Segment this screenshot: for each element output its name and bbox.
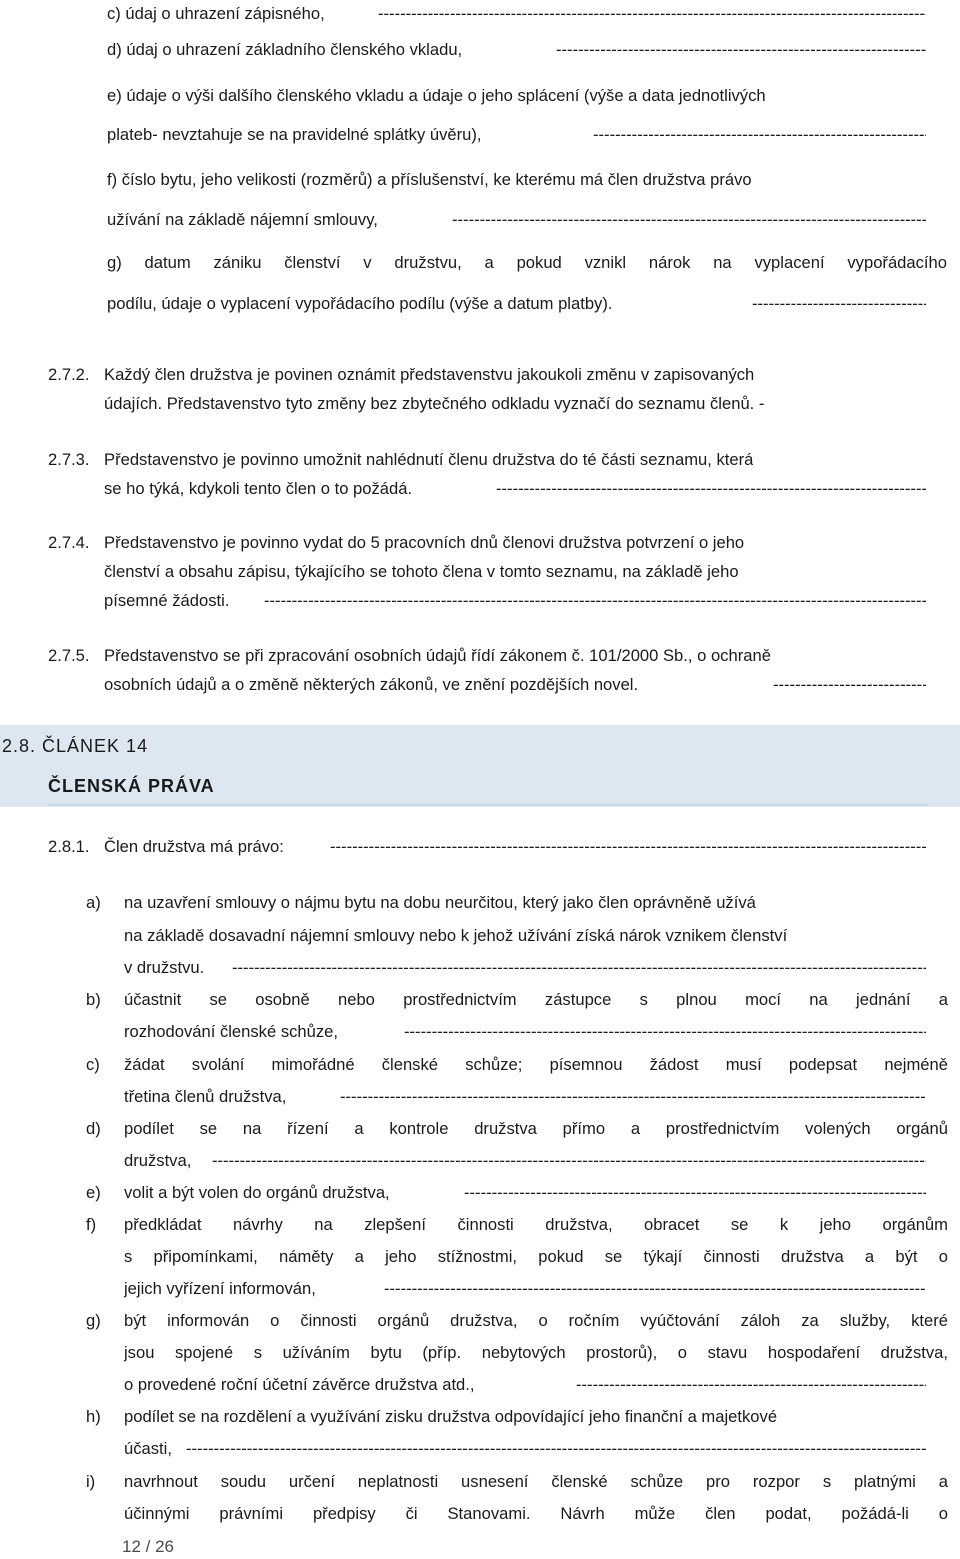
list-item-d: d) údaj o uhrazení základního členského vkladu, xyxy=(107,40,463,59)
dash-filler xyxy=(773,673,926,697)
rights-label-c: c) xyxy=(86,1055,100,1074)
rights-h-line2: účasti, xyxy=(124,1439,172,1458)
rights-label-g: g) xyxy=(86,1311,101,1330)
rights-f-line3: jejich vyřízení informován, xyxy=(124,1279,316,1298)
dash-filler xyxy=(212,1149,926,1173)
dash-filler xyxy=(452,208,926,232)
list-item-g-line2: podílu, údaje o vyplacení vypořádacího podílu (výše a datum platby). xyxy=(107,294,613,313)
section-number-2-7-4: 2.7.4. xyxy=(48,533,90,552)
rights-b-line2: rozhodování členské schůze, xyxy=(124,1022,339,1041)
rights-e-line1: volit a být volen do orgánů družstva, xyxy=(124,1183,390,1202)
rights-f-line1: předkládat návrhy na zlepšení činnosti družstva, obracet se k jeho orgánům xyxy=(124,1215,948,1234)
rights-a-line3: v družstvu. xyxy=(124,958,205,977)
rights-h-line1: podílet se na rozdělení a využívání zisku družstva odpovídající jeho finanční a majetkové xyxy=(124,1407,778,1426)
rights-b-line1: účastnit se osobně nebo prostřednictvím zástupce s plnou mocí na jednání a xyxy=(124,990,948,1009)
rights-a-line1: na uzavření smlouvy o nájmu bytu na dobu neurčitou, který jako člen oprávněně užívá xyxy=(124,893,756,912)
rights-label-a: a) xyxy=(86,893,101,912)
section-2-7-3-line1: Představenstvo je povinno umožnit nahlédnutí členu družstva do té části seznamu, která xyxy=(104,450,754,469)
dash-filler xyxy=(232,956,926,980)
section-number-2-7-2: 2.7.2. xyxy=(48,365,90,384)
section-number-2-7-3: 2.7.3. xyxy=(48,450,90,469)
rights-c-line2: třetina členů družstva, xyxy=(124,1087,287,1106)
rights-label-h: h) xyxy=(86,1407,101,1426)
section-number-2-8-1: 2.8.1. xyxy=(48,837,90,856)
section-2-7-2-line1: Každý člen družstva je povinen oznámit představenstvu jakoukoli změnu v zapisovaných xyxy=(104,365,755,384)
section-2-7-4-line1: Představenstvo je povinno vydat do 5 pracovních dnů členovi družstva potvrzení o jeho xyxy=(104,533,745,552)
dash-filler xyxy=(464,1181,926,1205)
rights-label-f: f) xyxy=(86,1215,97,1234)
dash-filler xyxy=(330,835,926,859)
article-subtitle: ČLENSKÁ PRÁVA xyxy=(48,776,215,796)
article-heading: 2.8. ČLÁNEK 14 xyxy=(2,736,149,756)
list-item-e-line2: plateb- nevztahuje se na pravidelné splátky úvěru), xyxy=(107,125,482,144)
list-item-c: c) údaj o uhrazení zápisného, xyxy=(107,4,325,23)
rights-d-line2: družstva, xyxy=(124,1151,192,1170)
rights-g-line2: jsou spojené s užíváním bytu (příp. nebytových prostorů), o stavu hospodaření družstva, xyxy=(124,1343,948,1362)
rights-i-line1: navrhnout soudu určení neplatnosti usnesení členské schůze pro rozpor s platnými a xyxy=(124,1472,948,1491)
rights-label-d: d) xyxy=(86,1119,101,1138)
list-item-f-line1: f) číslo bytu, jeho velikosti (rozměrů) a příslušenství, ke kterému má člen družstva právo xyxy=(107,170,752,189)
dash-filler xyxy=(752,292,926,316)
dash-filler xyxy=(576,1373,926,1397)
dash-filler xyxy=(264,589,926,613)
rights-d-line1: podílet se na řízení a kontrole družstva přímo a prostřednictvím volených orgánů xyxy=(124,1119,948,1138)
dash-filler xyxy=(384,1277,926,1301)
section-2-7-5-line2: osobních údajů a o změně některých zákonů, ve znění pozdějších novel. xyxy=(104,675,639,694)
subtitle-underline xyxy=(48,804,928,806)
section-2-8-1-text: Člen družstva má právo: xyxy=(104,837,284,856)
dash-filler xyxy=(186,1437,926,1461)
section-2-7-5-line1: Představenstvo se při zpracování osobních údajů řídí zákonem č. 101/2000 Sb., o ochraně xyxy=(104,646,771,665)
section-2-7-4-line3: písemné žádosti. xyxy=(104,591,230,610)
list-item-f-line2: užívání na základě nájemní smlouvy, xyxy=(107,210,378,229)
dash-filler xyxy=(556,38,926,62)
rights-a-line2: na základě dosavadní nájemní smlouvy nebo k jehož užívání získá nárok vznikem členství xyxy=(124,926,788,945)
list-item-e-line1: e) údaje o výši dalšího členského vkladu a údaje o jeho splácení (výše a data jednotlivých xyxy=(107,86,766,105)
dash-filler xyxy=(378,2,926,26)
rights-c-line1: žádat svolání mimořádné členské schůze; písemnou žádost musí podepsat nejméně xyxy=(124,1055,948,1074)
rights-label-b: b) xyxy=(86,990,101,1009)
rights-g-line1: být informován o činnosti orgánů družstva, o ročním vyúčtování záloh za služby, které xyxy=(124,1311,948,1330)
page-number: 12 / 26 xyxy=(122,1537,174,1556)
dash-filler xyxy=(404,1020,926,1044)
rights-f-line2: s připomínkami, náměty a jeho stížnostmi, pokud se týkají činnosti družstva a být o xyxy=(124,1247,948,1266)
section-number-2-7-5: 2.7.5. xyxy=(48,646,90,665)
rights-label-i: i) xyxy=(86,1472,96,1491)
rights-i-line2: účinnými právními předpisy či Stanovami. Návrh může člen podat, požádá-li o xyxy=(124,1504,948,1523)
rights-label-e: e) xyxy=(86,1183,101,1202)
dash-filler xyxy=(496,477,926,501)
section-2-7-4-line2: členství a obsahu zápisu, týkajícího se tohoto člena v tomto seznamu, na základě jeho xyxy=(104,562,739,581)
list-item-g-line1: g) datum zániku členství v družstvu, a pokud vznikl nárok na vyplacení vypořádacího xyxy=(107,253,947,272)
rights-g-line3: o provedené roční účetní závěrce družstva atd., xyxy=(124,1375,475,1394)
section-2-7-2-line2: údajích. Představenstvo tyto změny bez zbytečného odkladu vyznačí do seznamu členů. - xyxy=(104,394,765,413)
dash-filler xyxy=(593,123,926,147)
dash-filler xyxy=(340,1085,926,1109)
section-2-7-3-line2: se ho týká, kdykoli tento člen o to požádá. xyxy=(104,479,413,498)
